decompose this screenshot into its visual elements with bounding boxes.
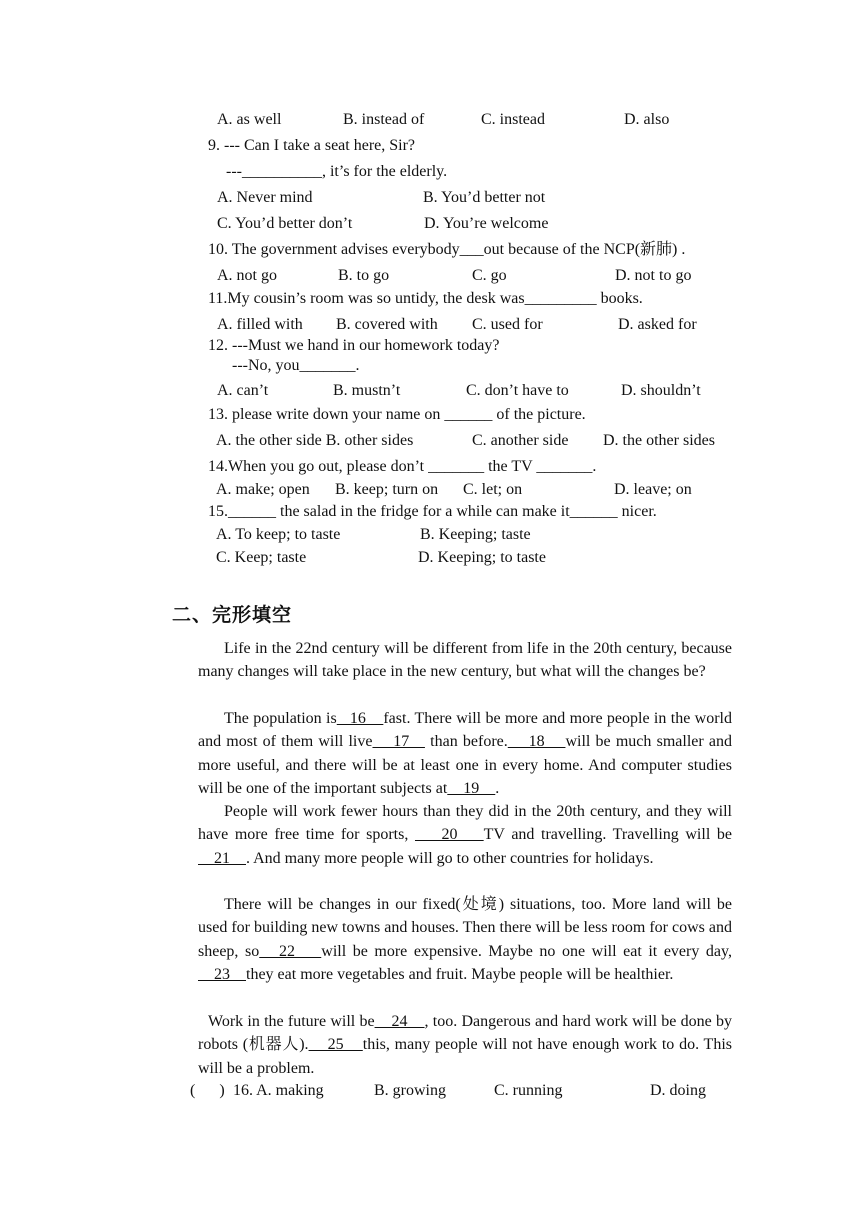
blank-25: 25 (308, 1036, 363, 1054)
option: C. You’d better don’t (217, 215, 353, 232)
question-stem: ---__________, it’s for the elderly. (226, 163, 448, 180)
passage-text: The population is (224, 710, 337, 727)
option: D. Keeping; to taste (418, 549, 546, 566)
option: B. covered with (336, 316, 438, 333)
option: D. asked for (618, 316, 697, 333)
question-stem: 15.______ the salad in the fridge for a while can make it______ nicer. (208, 503, 657, 520)
blank-19: 19 (447, 779, 496, 797)
option: B. growing (374, 1082, 446, 1099)
passage-paragraph (198, 1010, 732, 1080)
blank-17: 17 (372, 733, 425, 751)
option: B. You’d better not (423, 189, 546, 206)
passage-text: Life in the 22nd century will be different from life in the 20th century, because many changes will take place in the new century, but what will the changes be? (198, 640, 732, 681)
option: C. used for (472, 316, 543, 333)
passage-text: People will work fewer hours than they did in the 20th century, and they will have more free time for sports, (198, 803, 732, 844)
option: C. go (472, 267, 507, 284)
passage-paragraph (198, 893, 732, 986)
option: B. keep; turn on (335, 481, 439, 498)
answer-bracket: ( ) (190, 1082, 225, 1099)
passage-text: will be much smaller and more useful, and there will be at least one in every home. And computer studies will be one of the important subjects at (198, 733, 733, 797)
passage-text: , too. Dangerous and hard work will be done by robots (机器人). (198, 1013, 733, 1054)
question-stem: 12. ---Must we hand in our homework today? (208, 337, 500, 354)
option: D. the other sides (603, 432, 715, 449)
passage-text: this, many people will not have enough work to do. This will be a problem. (198, 1036, 732, 1077)
passage-text: There will be changes in our fixed(处境) situations, too. More land will be used for building new towns and houses. Then there will be less room for cows and sheep, so (198, 896, 732, 960)
option: A. the other side B. other sides (216, 432, 414, 449)
blank-24: 24 (374, 1013, 425, 1030)
blank-16: 16 (336, 710, 384, 727)
section-title: 二、完形填空 (172, 604, 293, 626)
passage-text: than before. (424, 733, 508, 751)
blank-22: 22 (259, 942, 322, 960)
option: C. running (494, 1082, 563, 1099)
question-stem: 11.My cousin’s room was so untidy, the desk was_________ books. (208, 290, 643, 307)
passage-text: fast. There will be more and more people in the world and most of them will live (198, 710, 732, 751)
passage-text: . (495, 779, 500, 797)
option: C. Keep; taste (216, 549, 307, 566)
option: C. instead (481, 111, 545, 128)
option: B. instead of (343, 111, 425, 128)
option: B. to go (338, 267, 390, 284)
option: C. another side (472, 432, 569, 449)
blank-18: 18 (507, 733, 566, 751)
passage-text: will be more expensive. Maybe no one will eat it every day, (321, 942, 732, 960)
option: C. don’t have to (466, 382, 569, 399)
option: A. as well (217, 111, 282, 128)
question-stem: 14.When you go out, please don’t _______ the TV _______. (208, 458, 597, 475)
passage-paragraph (198, 707, 732, 800)
option: A. can’t (217, 382, 269, 399)
option: A. filled with (217, 316, 303, 333)
option: A. make; open (216, 481, 310, 498)
option: D. leave; on (614, 481, 692, 498)
option: D. doing (650, 1082, 706, 1099)
option: B. mustn’t (333, 382, 401, 399)
question-stem: 9. --- Can I take a seat here, Sir? (208, 137, 416, 154)
blank-21: 21 (198, 849, 246, 867)
option: D. You’re welcome (424, 215, 549, 232)
blank-20: 20 (414, 826, 484, 844)
option: A. not go (217, 267, 277, 284)
question-stem: ---No, you_______. (232, 357, 360, 374)
option: B. Keeping; taste (420, 526, 531, 543)
passage-text: . And many more people will go to other countries for holidays. (246, 849, 654, 867)
option: A. Never mind (217, 189, 313, 206)
blank-23: 23 (198, 965, 246, 983)
passage-text: TV and travelling. Travelling will be (483, 826, 732, 844)
passage-paragraph (198, 637, 732, 684)
option: D. also (624, 111, 670, 128)
question-stem: 16. A. making (233, 1082, 324, 1099)
passage-text: Work in the future will be (208, 1013, 375, 1030)
option: C. let; on (463, 481, 523, 498)
passage-text: they eat more vegetables and fruit. Maybe people will be healthier. (246, 965, 674, 983)
option: D. not to go (615, 267, 692, 284)
question-stem: 10. The government advises everybody___out because of the NCP(新肺) . (208, 241, 686, 258)
option: D. shouldn’t (621, 382, 701, 399)
question-stem: 13. please write down your name on ______ of the picture. (208, 406, 586, 423)
option: A. To keep; to taste (216, 526, 341, 543)
passage-paragraph (198, 800, 732, 870)
